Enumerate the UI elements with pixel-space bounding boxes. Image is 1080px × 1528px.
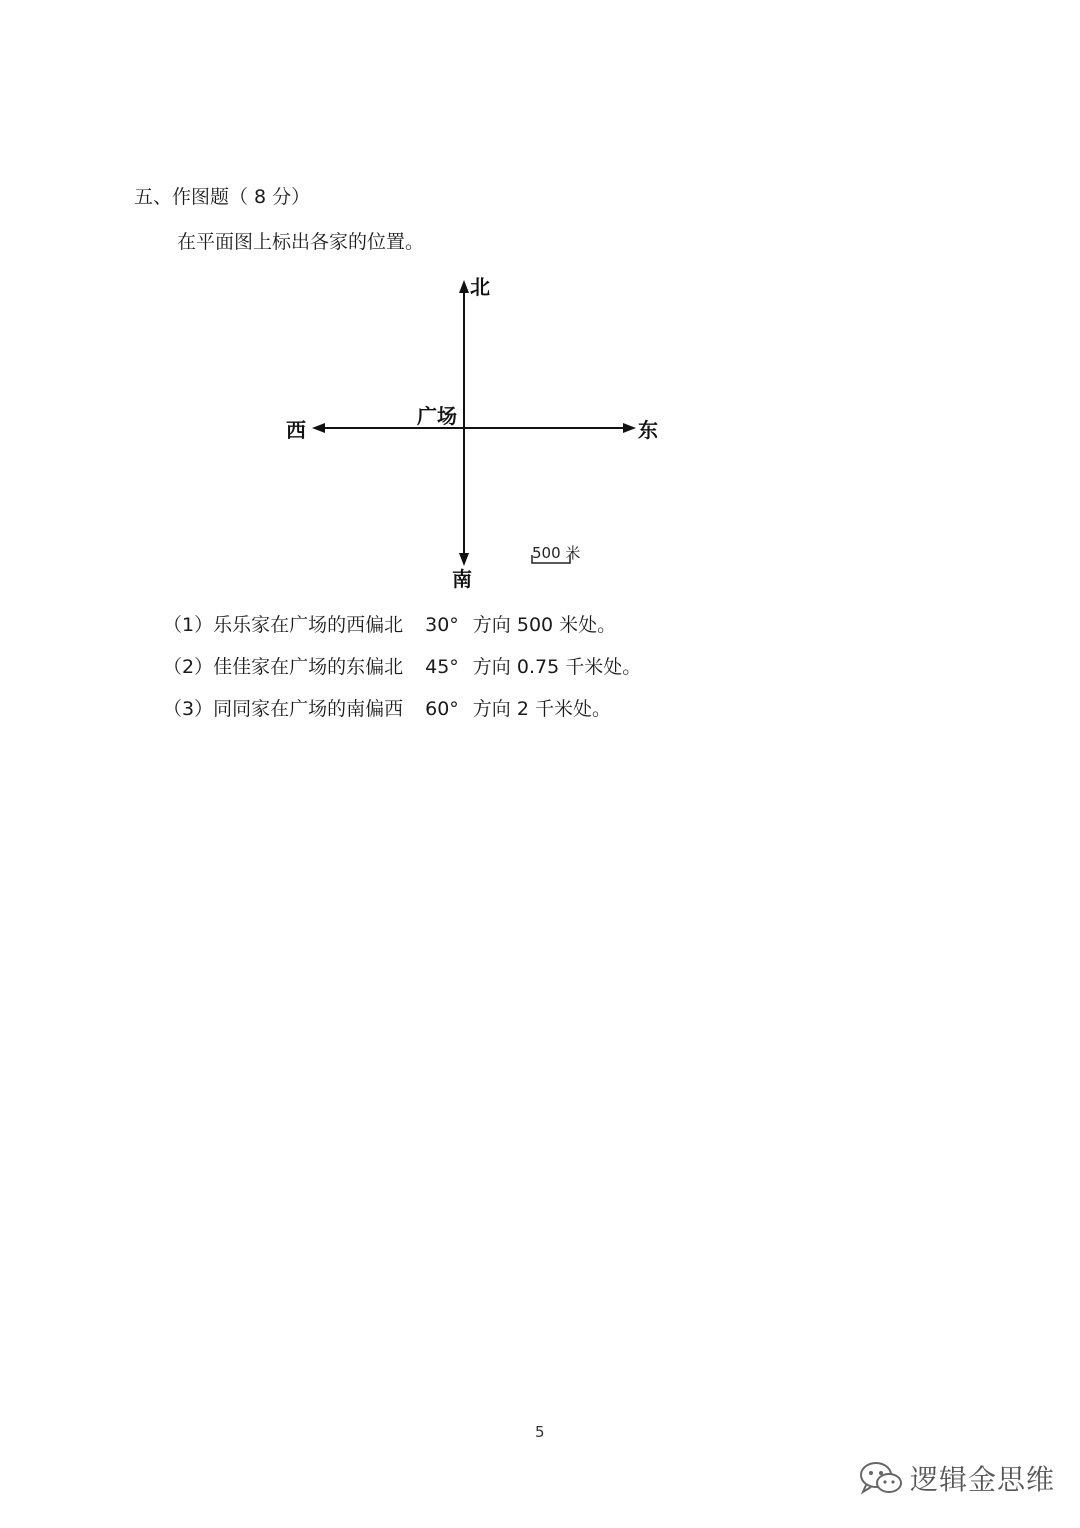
question-text: 同同家在广场的南偏西 [213, 698, 404, 720]
question-distance: 500 米处。 [516, 614, 617, 636]
south-label: 南 [452, 567, 472, 591]
question-direction: 方向 [472, 656, 511, 678]
question-3 [163, 694, 611, 721]
west-arrowhead [312, 423, 325, 433]
south-arrowhead [459, 553, 469, 566]
question-number: （3） [163, 698, 214, 720]
question-distance: 0.75 千米处。 [516, 656, 642, 678]
question-angle: 60° [425, 698, 459, 720]
east-arrowhead [623, 423, 636, 433]
question-distance: 2 千米处。 [516, 698, 611, 720]
question-angle: 30° [425, 614, 459, 636]
question-direction: 方向 [472, 698, 511, 720]
question-number: （2） [163, 656, 214, 678]
question-1 [163, 610, 616, 637]
question-2 [163, 652, 641, 679]
north-label: 北 [470, 275, 490, 299]
page-number: 5 [535, 1423, 545, 1441]
question-number: （1） [163, 614, 214, 636]
section-title: 五、作图题（ 8 分） [134, 186, 311, 208]
north-arrowhead [459, 280, 469, 293]
east-label: 东 [638, 418, 658, 442]
question-text: 佳佳家在广场的东偏北 [213, 656, 404, 678]
center-label: 广场 [417, 404, 457, 428]
watermark [858, 1458, 1055, 1498]
compass-diagram [270, 268, 690, 598]
scale-label: 500 米 [532, 544, 581, 562]
question-angle: 45° [425, 656, 459, 678]
question-direction: 方向 [472, 614, 511, 636]
watermark-text: 逻辑金思维 [910, 1463, 1056, 1496]
question-text: 乐乐家在广场的西偏北 [213, 614, 404, 636]
instruction-text: 在平面图上标出各家的位置。 [177, 231, 425, 253]
west-label: 西 [286, 418, 306, 442]
wechat-icon [858, 1460, 904, 1496]
